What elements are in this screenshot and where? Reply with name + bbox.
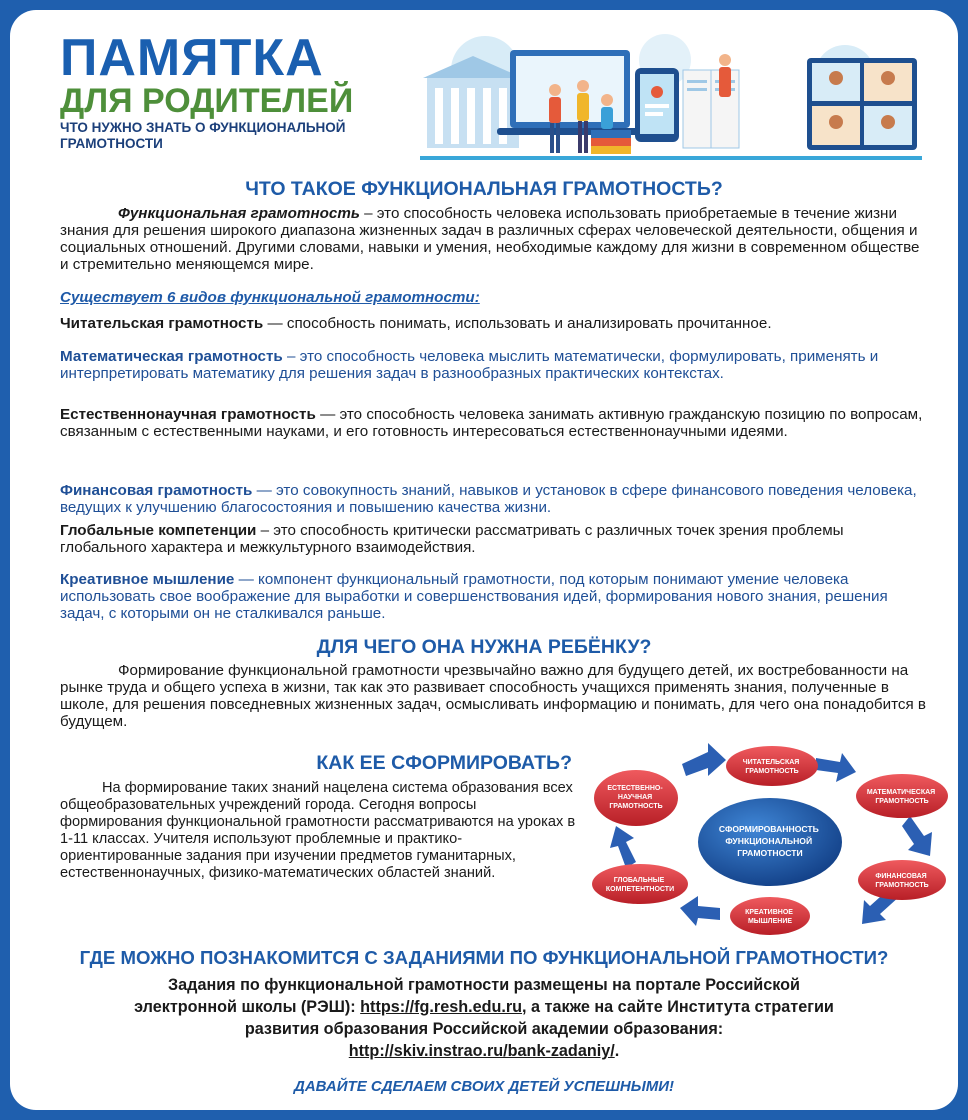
- tasks-paragraph: [10, 974, 958, 1062]
- node-label-line: МЫШЛЕНИЕ: [747, 918, 793, 925]
- laptop-icon: [497, 50, 643, 135]
- leaflet-sheet: [10, 10, 958, 1110]
- online-class-icon: [807, 58, 917, 150]
- section-heading-what: ЧТО ТАКОЕ ФУНКЦИОНАЛЬНАЯ ГРАМОТНОСТЬ?: [245, 178, 723, 200]
- node-global-competence: [592, 864, 688, 904]
- kind-item: [60, 406, 934, 440]
- definition-text: – это способность человека использовать приобретаемые в течение жизни знания для решения широкого диапазона жизненных задач в различных сферах человеческой деятельности, общения и социальных отношений. Другими словами, навыки и умения, необходимые каждому для жизни в современном обществе и стремительно меняющемся мире.: [60, 205, 920, 273]
- node-label-line: МАТЕМАТИЧЕСКАЯ: [866, 789, 936, 796]
- node-math-literacy: [856, 774, 948, 818]
- cycle-arrow: [682, 743, 726, 776]
- definition-term: Функциональная грамотность: [118, 205, 360, 222]
- kind-text: – это способность человека мыслить математически, формулировать, применять и интерпретировать математику для решения задач в разнообразных практических контекстах.: [60, 348, 879, 382]
- section-heading-where: ГДЕ МОЖНО ПОЗНАКОМИТСЯ С ЗАДАНИЯМИ ПО ФУНКЦИОНАЛЬНОЙ ГРАМОТНОСТИ?: [79, 947, 889, 968]
- smartphone-icon: [635, 68, 679, 142]
- kind-text: — компонент функциональный грамотности, под которым понимают умение человека использовать свое воображение для выработки и совершенствования идей, формирования нового знания, решения задач, с которыми он не сталкивался раньше.: [60, 571, 888, 622]
- header-divider: [420, 156, 922, 160]
- why-text: Формирование функциональной грамотности чрезвычайно важно для будущего детей, их востребованности на рынке труда и общего успеха в жизни, так как это развивает способность учащихся применять знания, полученные в школе, для решения повседневных жизненных задач, осмысливать информацию и понимать, для чего она понадобится в будущем.: [60, 662, 926, 730]
- literacy-cycle-diagram: [590, 738, 950, 943]
- node-label-line: ГРАМОТНОСТЬ: [875, 798, 929, 805]
- leaflet-title-audience: ДЛЯ РОДИТЕЛЕЙ: [60, 82, 354, 120]
- resh-link[interactable]: https://fg.resh.edu.ru: [360, 998, 523, 1016]
- node-label-line: ГЛОБАЛЬНЫЕ: [613, 877, 665, 884]
- center-label-line: СФОРМИРОВАННОСТЬ: [718, 824, 819, 834]
- node-reading-literacy: [726, 746, 818, 786]
- section-heading-how: КАК ЕЕ СФОРМИРОВАТЬ?: [316, 752, 572, 774]
- leaflet-subtitle: ЧТО НУЖНО ЗНАТЬ О ФУНКЦИОНАЛЬНОЙ ГРАМОТНОСТИ: [60, 120, 346, 151]
- kind-text: — это способность человека занимать активную гражданскую позицию по вопросам, связанным с естественными науками, и его готовность интересоваться естественнонаучными идеями.: [60, 406, 923, 440]
- center-label-line: ГРАМОТНОСТИ: [737, 848, 803, 858]
- node-label-line: КРЕАТИВНОЕ: [745, 909, 793, 916]
- how-paragraph: [60, 780, 580, 882]
- kind-term: Математическая грамотность: [60, 348, 283, 365]
- cycle-arrow: [816, 753, 856, 782]
- instrao-link[interactable]: http://skiv.instrao.ru/bank-zadaniy/: [348, 1042, 615, 1060]
- call-to-action: ДАВАЙТЕ СДЕЛАЕМ СВОИХ ДЕТЕЙ УСПЕШНЫМИ!: [293, 1078, 674, 1095]
- tasks-line: http://skiv.instrao.ru/bank-zadaniy/.: [348, 1042, 620, 1060]
- kind-item: [60, 482, 934, 516]
- tasks-line: электронной школы (РЭШ): https://fg.resh.edu.ru, а также на сайте Института стратегии: [134, 998, 834, 1016]
- center-label-line: ФУНКЦИОНАЛЬНОЙ: [725, 836, 813, 846]
- books-icon: [683, 54, 739, 148]
- node-label-line: ФИНАНСОВАЯ: [875, 873, 927, 880]
- node-label-line: ГРАМОТНОСТЬ: [745, 768, 799, 775]
- kind-term: Читательская грамотность: [60, 315, 264, 332]
- leaflet-title: ПАМЯТКА: [60, 29, 324, 87]
- kind-text: — способность понимать, использовать и анализировать прочитанное.: [263, 315, 772, 332]
- definition-paragraph: [60, 205, 930, 273]
- node-label-line: НАУЧНАЯ: [617, 794, 653, 801]
- kind-term: Глобальные компетенции: [60, 522, 257, 539]
- cycle-arrow: [680, 896, 720, 926]
- kind-term: Креативное мышление: [60, 571, 235, 588]
- node-science-literacy: [594, 770, 678, 826]
- kind-term: Финансовая грамотность: [60, 482, 253, 499]
- node-label-line: ЕСТЕСТВЕННО-: [607, 785, 663, 792]
- kind-item: [60, 315, 930, 332]
- cycle-arrow: [902, 816, 932, 856]
- tasks-line: развития образования Российской академии образования:: [244, 1020, 724, 1038]
- node-creative-thinking: [730, 897, 810, 935]
- kind-text: — это совокупность знаний, навыков и установок в сфере финансового поведения человека, ведущих к улучшению благосостояния и повышению качества жизни.: [60, 482, 917, 516]
- kind-text: – это способность критически рассматривать с различных точек зрения проблемы глобального характера и межкультурного взаимодействия.: [60, 522, 844, 556]
- tasks-line: Задания по функциональной грамотности размещены на портале Российской: [168, 976, 800, 994]
- node-label-line: ГРАМОТНОСТЬ: [609, 803, 663, 810]
- kind-item: [60, 571, 934, 622]
- node-label-line: КОМПЕТЕНТНОСТИ: [605, 886, 675, 893]
- kind-item: [60, 348, 934, 382]
- kind-term: Естественнонаучная грамотность: [60, 406, 316, 423]
- node-label-line: ГРАМОТНОСТЬ: [875, 882, 929, 889]
- kind-item: [60, 522, 934, 556]
- cycle-arrow: [610, 826, 636, 868]
- node-label-line: ЧИТАТЕЛЬСКАЯ: [742, 759, 800, 766]
- section-heading-why: ДЛЯ ЧЕГО ОНА НУЖНА РЕБЁНКУ?: [316, 636, 652, 658]
- education-illustration: [415, 30, 920, 162]
- how-text: На формирование таких знаний нацелена система образования всех общеобразовательных учреждений города. Сегодня вопросы формирования функциональной грамотности рассматриваются на уроках в 1-11 классах. Учителя используют проблемные и практико-ориентированные задания при изучении предметов гуманитарных, естественнонаучных, физико-математических областей знаний.: [60, 780, 576, 881]
- node-financial-literacy: [858, 860, 946, 900]
- why-paragraph: [60, 662, 934, 730]
- kinds-heading: Существует 6 видов функциональной грамотности:: [60, 289, 480, 306]
